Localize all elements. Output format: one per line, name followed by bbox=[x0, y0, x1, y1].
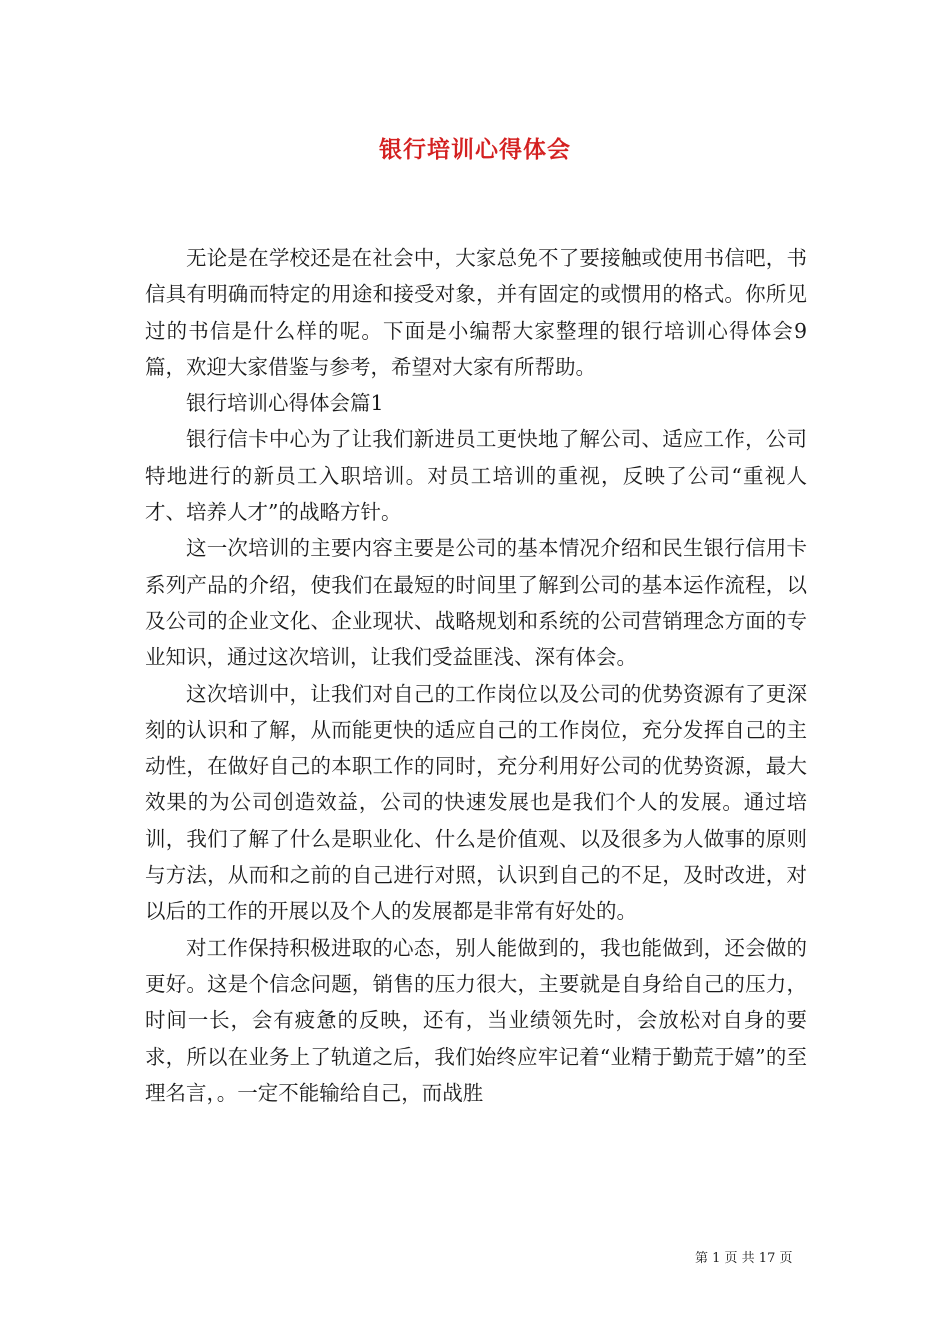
paragraph: 对工作保持积极进取的心态，别人能做到的，我也能做到，还会做的更好。这是个信念问题，销售的压力很大，主要就是自身给自己的压力，时间一长，会有疲惫的反映，还有，当业绩领先时，会放松对自身的要求，所以在业务上了轨道之后，我们始终应牢记着“业精于勤荒于嬉”的至理名言，。一定不能输给自己，而战胜 bbox=[145, 935, 807, 1105]
page-number: 第 1 页 共 17 页 bbox=[695, 1251, 793, 1266]
section-heading: 银行培训心得体会篇1 bbox=[186, 391, 384, 416]
paragraph: 这次培训中，让我们对自己的工作岗位以及公司的优势资源有了更深刻的认识和了解，从而能更快的适应自己的工作岗位，充分发挥自己的主动性，在做好自己的本职工作的同时，充分利用好公司的优势资源，最大效果的为公司创造效益，公司的快速发展也是我们个人的发展。通过培训，我们了解了什么是职业化、什么是价值观、以及很多为人做事的原则与方法，从而和之前的自己进行对照，认识到自己的不足，及时改进，对以后的工作的开展以及个人的发展都是非常有好处的。 bbox=[145, 681, 807, 924]
paragraph-intro: 无论是在学校还是在社会中，大家总免不了要接触或使用书信吧，书信具有明确而特定的用途和接受对象，并有固定的或惯用的格式。你所见过的书信是什么样的呢。下面是小编帮大家整理的银行培训心得体会9篇，欢迎大家借鉴与参考，希望对大家有所帮助。 bbox=[145, 246, 807, 379]
paragraph: 银行信卡中心为了让我们新进员工更快地了解公司、适应工作，公司特地进行的新员工入职培训。对员工培训的重视，反映了公司“重视人才、培养人才”的战略方针。 bbox=[145, 427, 807, 525]
paragraph: 这一次培训的主要内容主要是公司的基本情况介绍和民生银行信用卡系列产品的介绍，使我们在最短的时间里了解到公司的基本运作流程，以及公司的企业文化、企业现状、战略规划和系统的公司营销理念方面的专业知识，通过这次培训，让我们受益匪浅、深有体会。 bbox=[145, 536, 807, 670]
document-body bbox=[145, 240, 807, 1111]
document-title: 银行培训心得体会 bbox=[379, 136, 571, 163]
